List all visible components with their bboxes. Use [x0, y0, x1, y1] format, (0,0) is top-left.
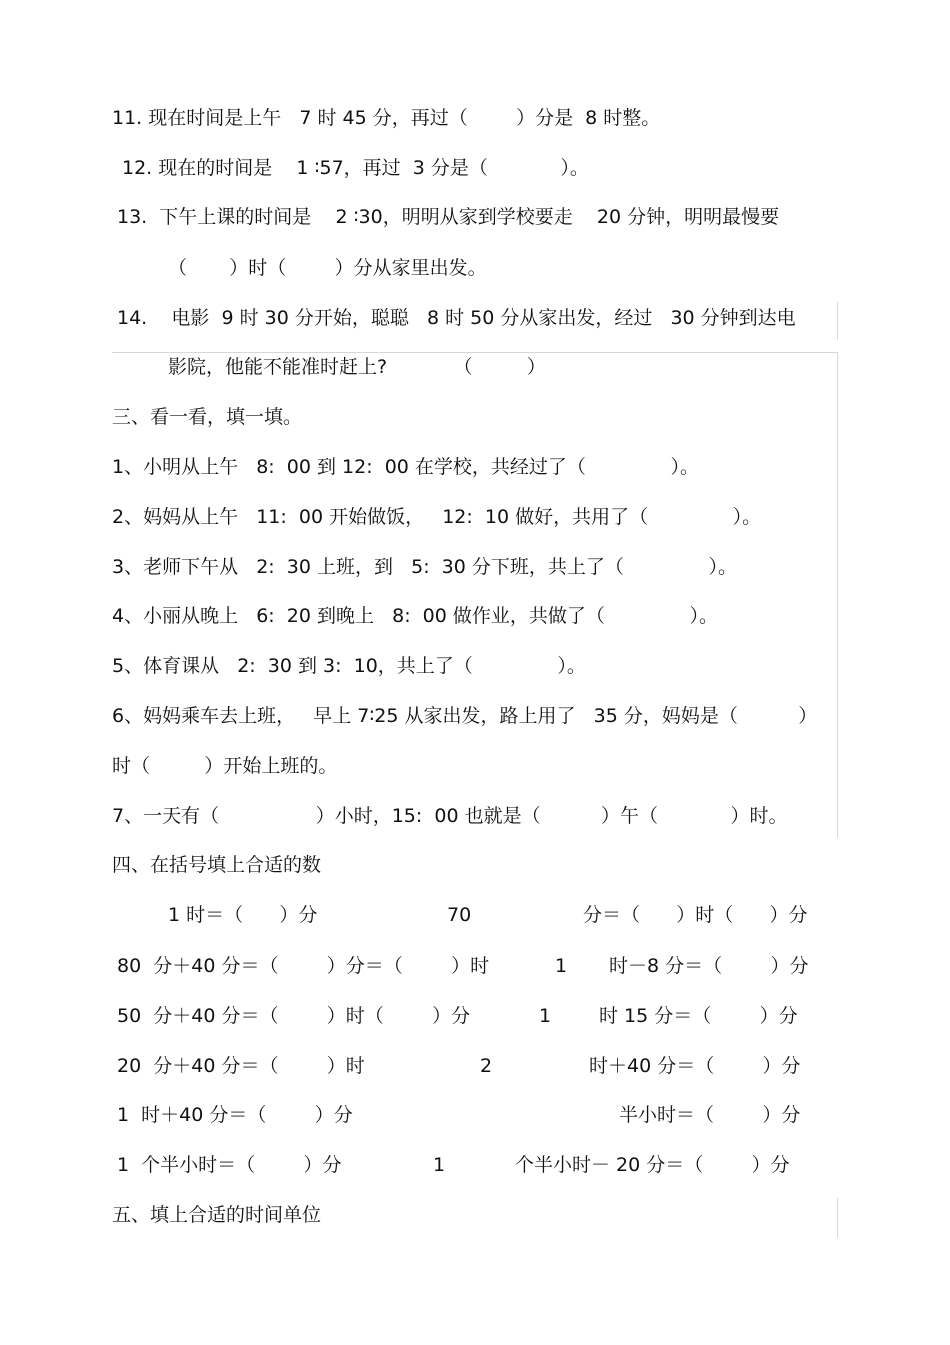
- section-4-row3-col1: 50 分＋40 分＝（ ）时（ ）分: [117, 1005, 471, 1027]
- border-line: [837, 352, 838, 838]
- question-11: 11. 现在时间是上午 7 时 45 分，再过（ ）分是 8 时整。: [112, 107, 661, 129]
- section-4-row4-col2: 2: [480, 1055, 493, 1077]
- section-4-row3-col3: 时 15 分＝（ ）分: [599, 1005, 798, 1027]
- section-4-row1-col1: 1 时＝（ ）分: [168, 904, 318, 926]
- section-3-item-1: 1、小明从上午 8: 00 到 12: 00 在学校，共经过了（ ）。: [112, 456, 699, 478]
- section-4-heading: 四、在括号填上合适的数: [112, 854, 322, 876]
- section-4-row4-col1: 20 分＋40 分＝（ ）时: [117, 1055, 365, 1077]
- section-3-item-5: 5、体育课从 2: 30 到 3: 10，共上了（ ）。: [112, 655, 586, 677]
- section-4-row6-col1: 1 个半小时＝（ ）分: [117, 1154, 342, 1176]
- section-3-item-4: 4、小丽从晚上 6: 20 到晚上 8: 00 做作业，共做了（ ）。: [112, 605, 718, 627]
- section-4-row6-col3: 个半小时－ 20 分＝（ ）分: [515, 1154, 790, 1176]
- section-3-item-6-line1: 6、妈妈乘车去上班， 早上 7∶25 从家出发，路上用了 35 分，妈妈是（ ）: [112, 705, 818, 727]
- section-3-item-3: 3、老师下午从 2: 30 上班，到 5: 30 分下班，共上了（ ）。: [112, 556, 737, 578]
- border-line: [837, 1198, 838, 1238]
- question-13-line2: （ ）时（ ）分从家里出发。: [168, 257, 487, 279]
- section-3-item-2: 2、妈妈从上午 11: 00 开始做饭， 12: 10 做好，共用了（ ）。: [112, 506, 762, 528]
- section-3-heading: 三、看一看，填一填。: [112, 406, 303, 428]
- section-4-row2-col3: 时－8 分＝（ ）分: [609, 955, 809, 977]
- section-3-item-6-line2: 时（ ）开始上班的。: [112, 755, 338, 777]
- question-12: 12. 现在的时间是 1 ∶57，再过 3 分是（ ）。: [122, 157, 589, 179]
- border-line: [837, 302, 838, 340]
- question-14-line1: 14. 电影 9 时 30 分开始，聪聪 8 时 50 分从家出发，经过 30 分钟到达电: [117, 307, 796, 329]
- question-13-line1: 13. 下午上课的时间是 2 ∶30，明明从家到学校要走 20 分钟，明明最慢要: [117, 206, 780, 228]
- section-4-row4-col3: 时＋40 分＝（ ）分: [589, 1055, 801, 1077]
- section-4-row2-col2: 1: [555, 955, 568, 977]
- section-4-row6-col2: 1: [433, 1154, 446, 1176]
- section-4-row1-col3: 分＝（ ）时（ ）分: [583, 904, 808, 926]
- section-4-row5-col1: 1 时＋40 分＝（ ）分: [117, 1104, 353, 1126]
- section-3-item-7: 7、一天有（ ）小时，15: 00 也就是（ ）午（ ）时。: [112, 805, 788, 827]
- border-line: [112, 352, 838, 353]
- section-4-row1-col2: 70: [447, 904, 472, 926]
- question-14-line2: 影院，他能不能准时赶上? （ ）: [168, 356, 546, 378]
- section-4-row2-col1: 80 分＋40 分＝（ ）分＝（ ）时: [117, 955, 490, 977]
- section-4-row3-col2: 1: [539, 1005, 552, 1027]
- section-4-row5-col3: 半小时＝（ ）分: [619, 1104, 801, 1126]
- section-5-heading: 五、填上合适的时间单位: [112, 1204, 322, 1226]
